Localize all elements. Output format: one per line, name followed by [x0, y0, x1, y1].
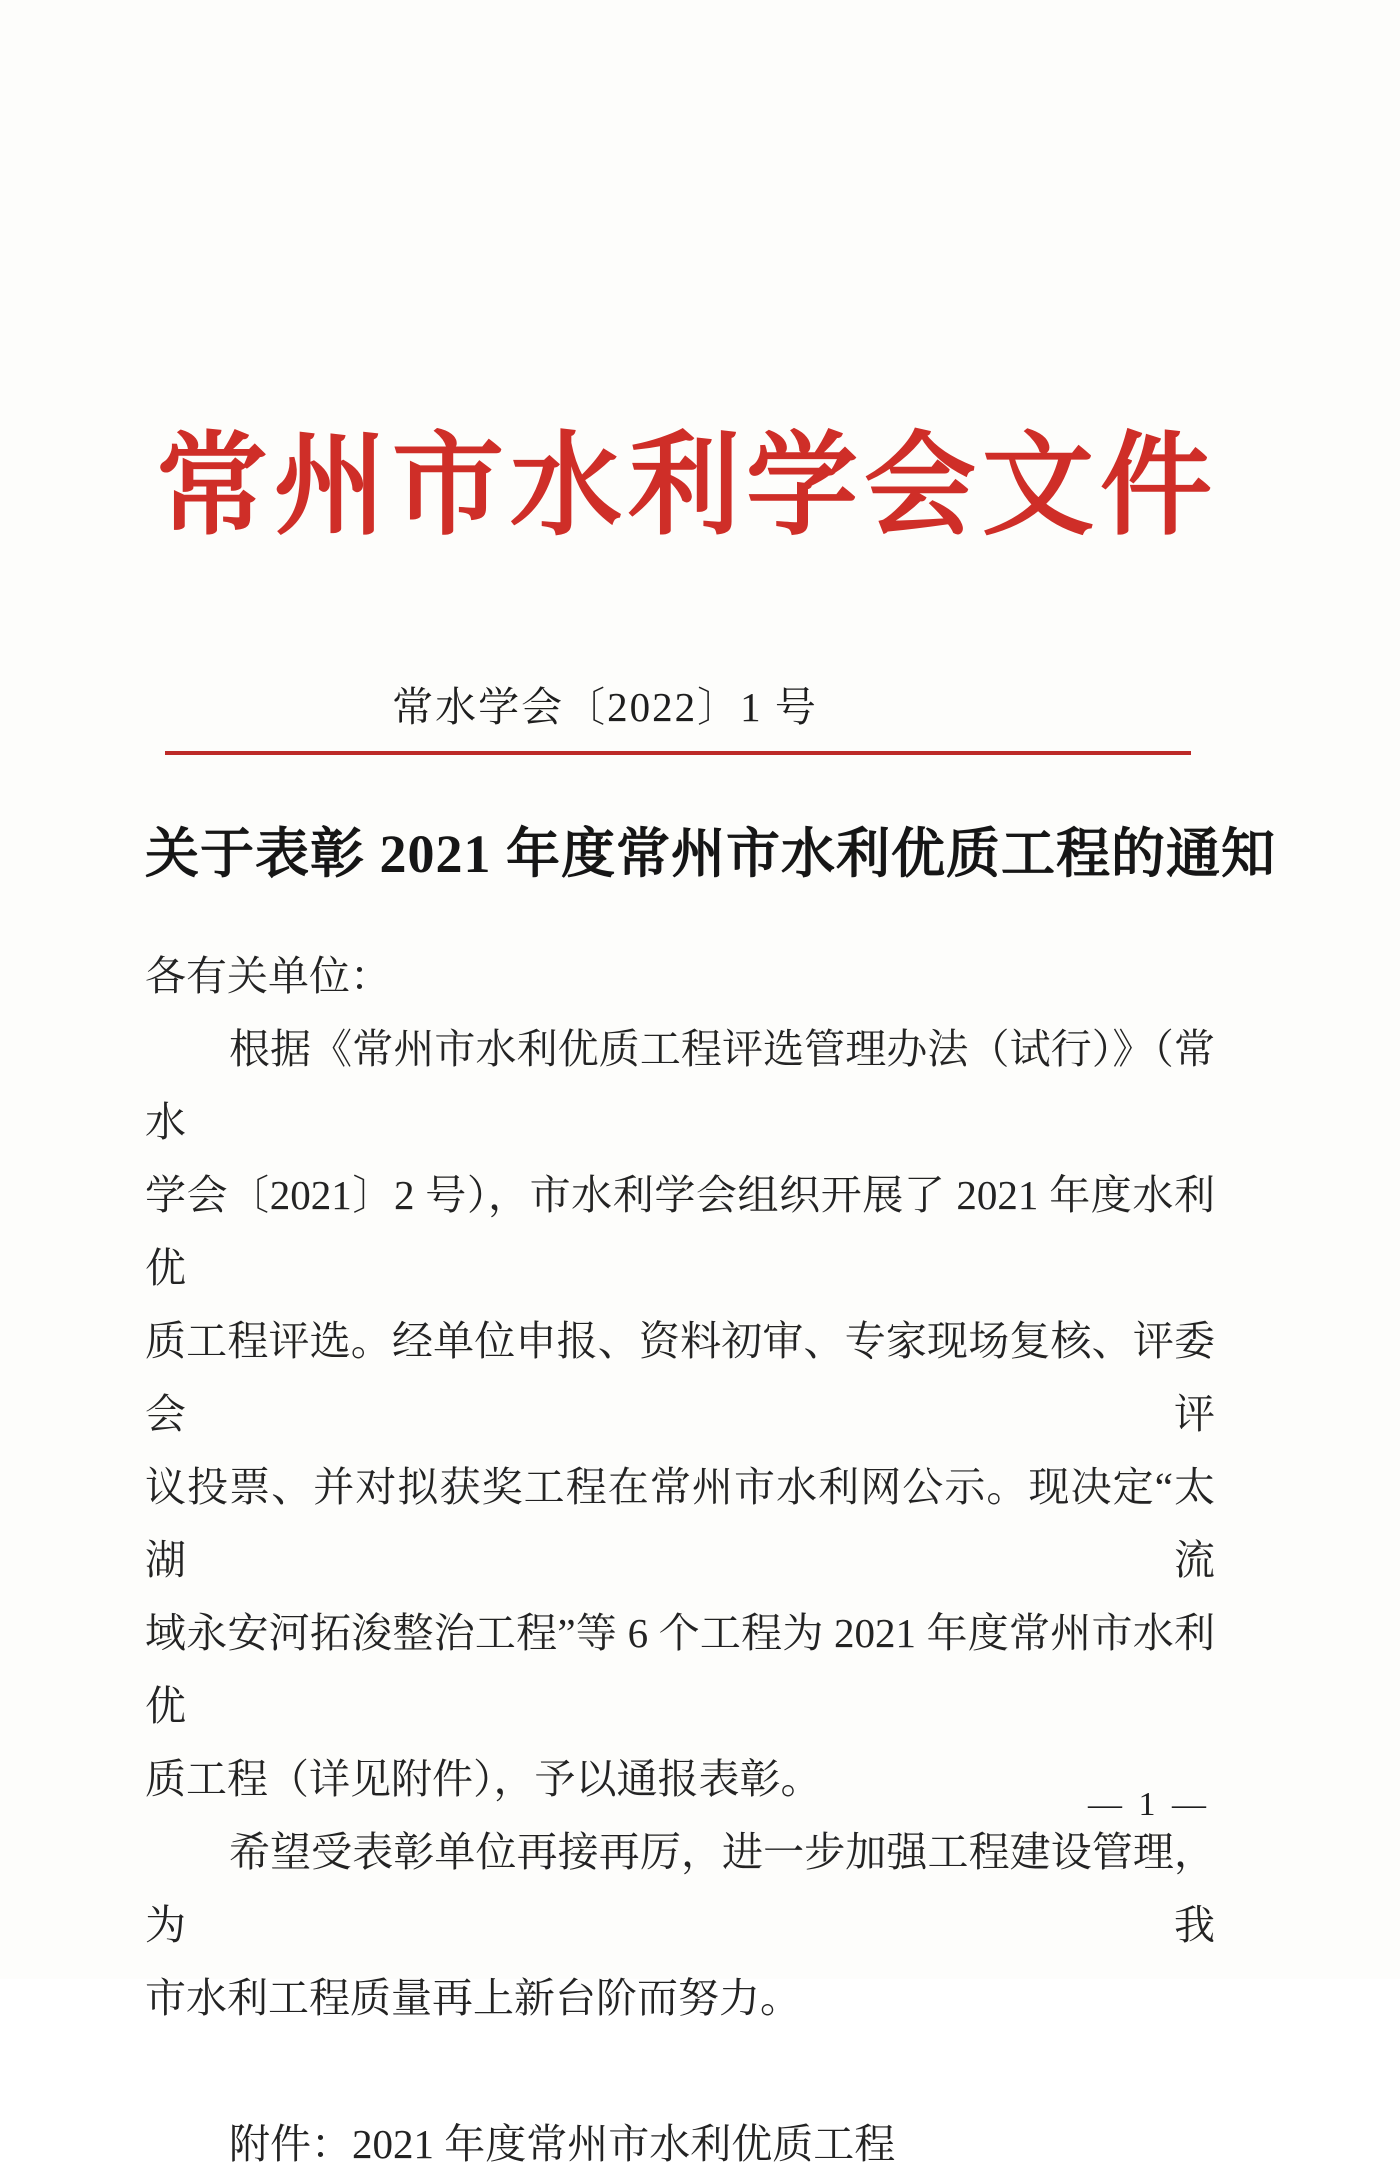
page-number: — 1 — — [1088, 1786, 1210, 1823]
body-line: 根据《常州市水利优质工程评选管理办法（试行）》（常水 — [145, 1026, 1215, 1145]
body-line: 域永安河拓浚整治工程”等 6 个工程为 2021 年度常州市水利优 — [145, 1610, 1215, 1729]
attachment-line: 附件：2021 年度常州市水利优质工程 — [229, 2121, 896, 2167]
doc-number: 常水学会〔2022〕1 号 — [392, 684, 818, 730]
notice-title: 关于表彰 2021 年度常州市水利优质工程的通知 — [145, 824, 1276, 884]
body-line: 议投票、并对拟获奖工程在常州市水利网公示。现决定“太湖流 — [145, 1464, 1215, 1583]
letterhead-org-title: 常州市水利学会文件 — [156, 425, 1218, 549]
notice-body — [145, 940, 1215, 2181]
body-line: 希望受表彰单位再接再厉，进一步加强工程建设管理，为我 — [145, 1829, 1215, 1948]
red-divider-line — [165, 751, 1191, 755]
salutation-line: 各有关单位： — [145, 953, 391, 999]
body-line: 市水利工程质量再上新台阶而努力。 — [145, 1975, 801, 2021]
body-line: 质工程评选。经单位申报、资料初审、专家现场复核、评委会评 — [145, 1318, 1215, 1437]
blank-line — [145, 2035, 1215, 2108]
body-line: 质工程（详见附件），予以通报表彰。 — [145, 1756, 822, 1802]
body-line: 学会〔2021〕2 号），市水利学会组织开展了 2021 年度水利优 — [145, 1172, 1215, 1291]
